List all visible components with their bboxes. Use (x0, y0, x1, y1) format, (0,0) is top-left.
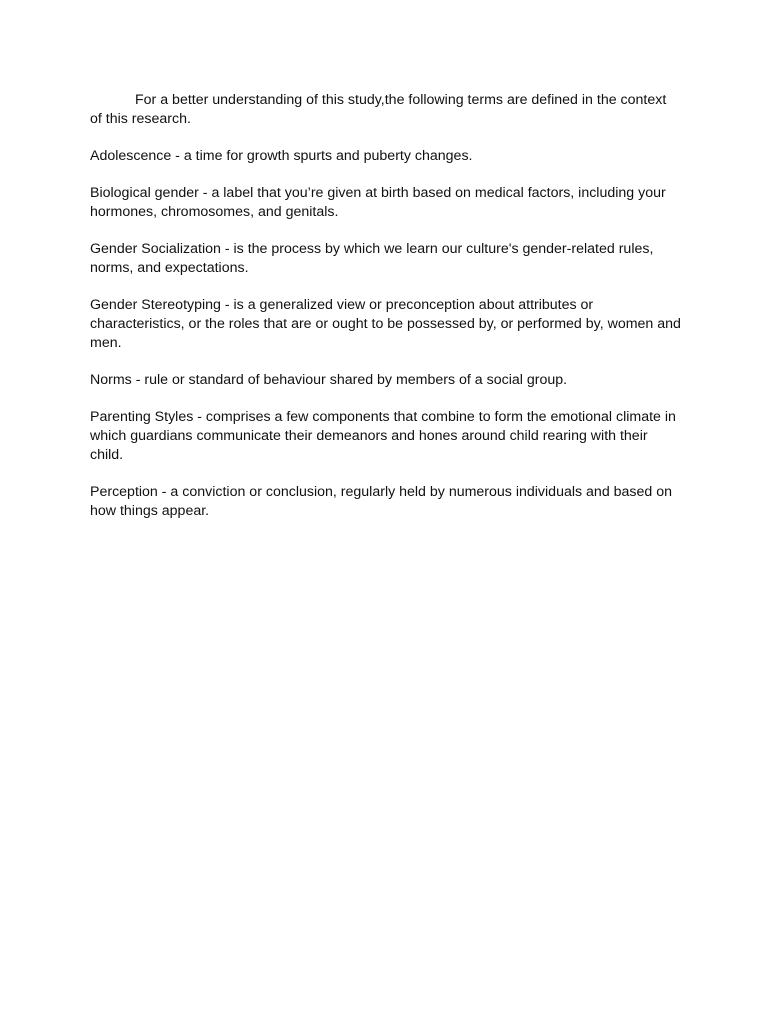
term-definition-gender-socialization: Gender Socialization - is the process by which we learn our culture's gender-related rules, norms, and expectations. (90, 241, 654, 276)
term-definition-biological-gender: Biological gender - a label that you’re given at birth based on medical factors, including your hormones, chromosomes, and genitals. (90, 185, 666, 220)
term-definition-perception: Perception - a conviction or conclusion, regularly held by numerous individuals and based on how things appear. (90, 484, 673, 519)
term-definition-parenting-styles: Parenting Styles - comprises a few components that combine to form the emotional climate in which guardians communicate their demeanors and hones around child rearing with their child. (90, 409, 676, 463)
term-definition-gender-stereotyping: Gender Stereotyping - is a generalized view or preconception about attributes or characteristics, or the roles that are or ought to be possessed by, or performed by, women and men. (90, 297, 681, 351)
document-body (90, 91, 682, 539)
intro-paragraph: For a better understanding of this study,the following terms are defined in the context of this research. (90, 92, 667, 127)
term-definition-norms: Norms - rule or standard of behaviour shared by members of a social group. (90, 372, 568, 388)
term-definition-adolescence: Adolescence - a time for growth spurts and puberty changes. (90, 148, 473, 164)
